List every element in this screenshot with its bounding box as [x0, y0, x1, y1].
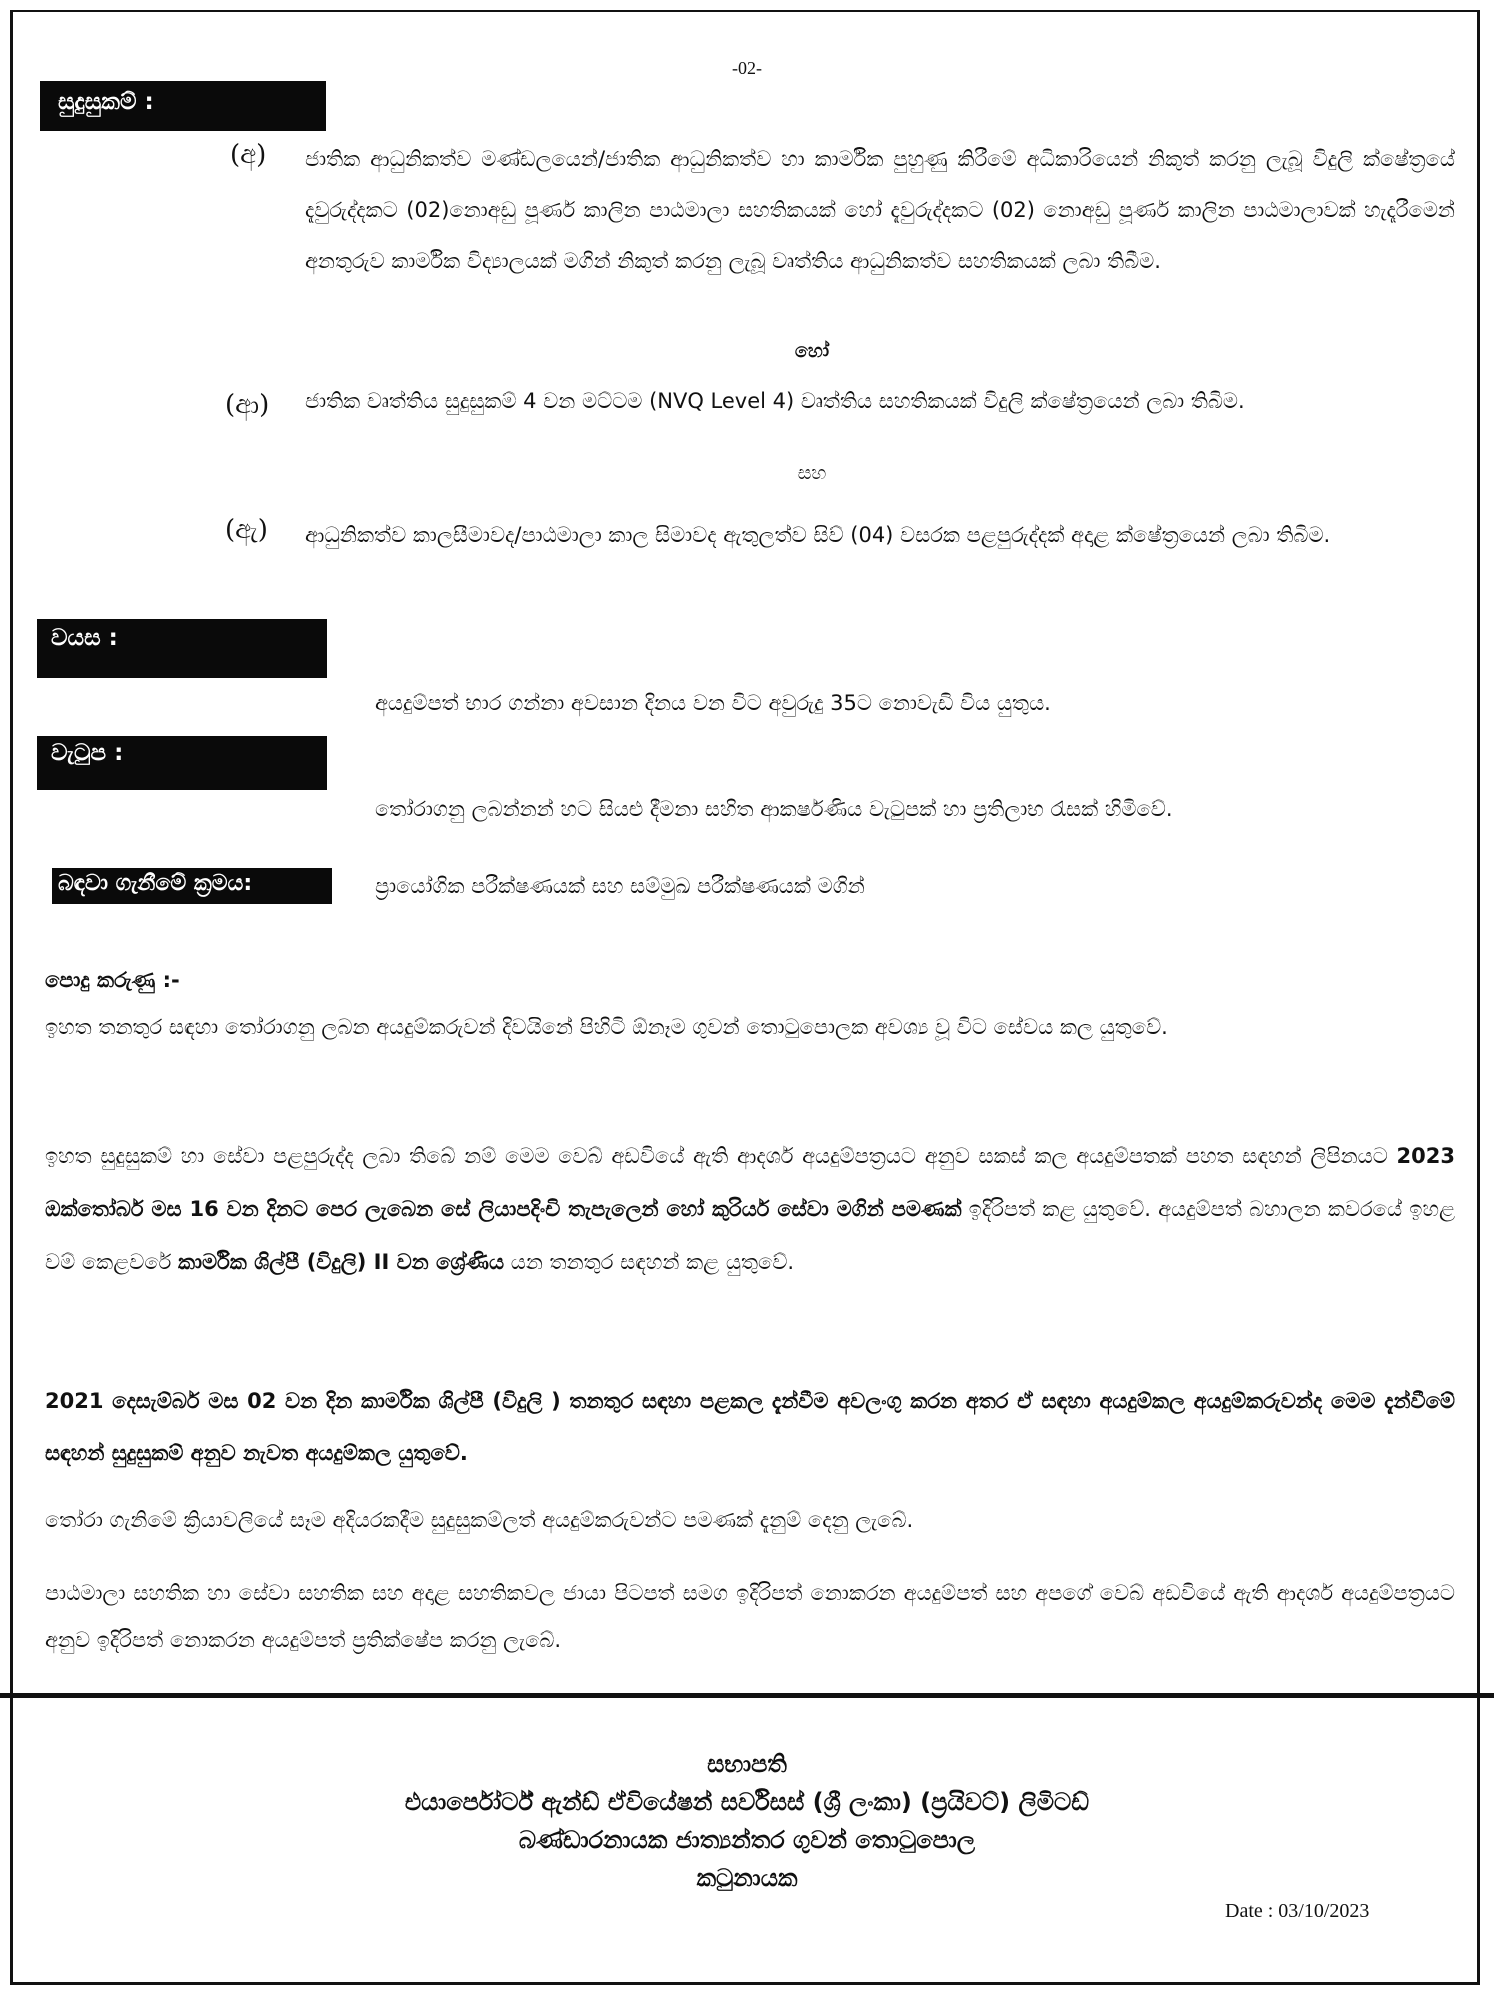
signature-title: සභාපති	[707, 1750, 787, 1778]
item-aa-text: ජාතික වෘත්තිය සුදුසුකම් 4 වන මට්ටම (NVQ Level 4) වෘත්තිය සහතිකයක් විදුලි ක්ෂේත්‍රයෙන් ලබා තිබිම.	[305, 389, 1245, 413]
selection-method-label: බඳවා ගැනීමේ ක්‍රමය:	[52, 868, 332, 904]
general-heading: පොදු කරුණු :-	[45, 968, 180, 992]
qualifications-label: සුදුසුකම් :	[40, 81, 326, 131]
salary-label: වැටුප :	[37, 736, 327, 790]
salary-text: තෝරාගනු ලබන්නන් හට සියළු දීමනා සහිත ආකර්ෂණිය වැටුපක් හා ප්‍රතිලාභ රැසක් හිමිවේ.	[375, 797, 1173, 821]
general-paragraph-2-part-1: ඉහත සුදුසුකම් හා සේවා පළපුරුද්ද ලබා තිබේ නම් මෙම වෙබ් අඩවියේ ඇති ආදර්ශ අයදුම්පත්‍රයට අනුව සකස් කල අයදුම්පතක් පහත සඳහන් ලිපිනයට	[45, 1144, 1397, 1168]
general-paragraph-2-part-2: ඉදිරිපත් කළ යුතුවේ. අයදුම්පත් බහාලන කවරයේ ඉහළ වම් කෙළවරේ	[45, 1197, 1455, 1274]
item-ae-marker: (ඇ)	[225, 515, 268, 545]
general-paragraph-1: ඉහත තනතුර සඳහා තෝරාගනු ලබන අයදුම්කරුවන් දිවයිනේ පිහිටි ඕනෑම ගුවන් තොටුපොලක අවශ්‍ය වූ විට සේවය කල යුතුවේ.	[45, 1015, 1168, 1039]
signature-airport: බණ්ඩාරනායක ජාත්‍යන්තර ගුවන් තොටුපොල	[518, 1826, 976, 1854]
general-paragraph-3: 2021 දෙසැම්බර් මස 02 වන දින කාර්මික ශිල්පී (විදුලි ) තනතුර සඳහා පළකල දැන්වීම අවලංගු කරන අතර ඒ සඳහා අයදුම්කල අයදුම්කරුවන්ද මෙම දැන්වීමේ සඳහන් සුදුසුකම් අනුව නැවත අයදුම්කල යුතුවේ.	[45, 1389, 1455, 1465]
signature-company: එයාර්පෝර්ට් ඇන්ඩ් ඒවියේෂන් සර්විසස් (ශ්‍රී ලංකා) (ප්‍රයිවට්) ලිමිටඩ්	[404, 1788, 1090, 1816]
general-paragraph-5: පාඨමාලා සහතික හා සේවා සහතික සහ අදාළ සහතිකවල ජායා පිටපත් සමග ඉදිරිපත් නොකරන අයදුම්පත් සහ අපගේ වෙබ් අඩවියේ ඇති ආදර්ශ අයදුම්පත්‍රයට අනුව ඉදිරිපත් නොකරන අයදුම්පත් ප්‍රතික්ෂේප කරනු ලැබේ.	[45, 1581, 1455, 1652]
general-paragraph-2-part-3: යන තනතුර සඳහන් කළ යුතුවේ.	[504, 1250, 795, 1274]
selection-method-text: ප්‍රායෝගික පරීක්ෂණයක් සහ සම්මුඛ පරීක්ෂණයක් මගින්	[375, 874, 865, 898]
item-aa-marker: (ආ)	[225, 390, 270, 420]
general-paragraph-2-post-name: කාර්මික ශිල්පී (විදුලි) II වන ශ්‍රේණිය	[178, 1250, 505, 1274]
item-a-text: ජාතික ආධුනිකත්ව මණ්ඩලයෙන්/ජාතික ආධුනිකත්ව හා කාර්මික පුහුණු කිරීමේ අධිකාරියෙන් නිකුත් කරනු ලැබූ විදුලි ක්ෂේත්‍රයේ දැවුරුද්දකට (02)නොඅඩු පූර්ණ කාලින පාඨමාලා සහතිකයක් හෝ දැවුරුද්දකට (02) නොඅඩු පූර්ණ කාලින පාඨමාලාවක් හැදෑරීමෙන් අනතුරුව කාර්මික විද්‍යාලයක් මගින් නිකුත් කරනු ලැබූ වෘත්තිය ආධුනිකත්ව සහතිකයක් ලබා තිබීම.	[305, 147, 1455, 273]
and-word: සහ	[797, 462, 827, 484]
signature-location: කටුනායක	[696, 1864, 798, 1892]
or-word: හෝ	[794, 340, 830, 362]
page-number: -02-	[732, 58, 762, 78]
age-text: අයදුම්පත් භාර ගන්නා අවසාන දිනය වන විට අවුරුදු 35ට නොවැඩි විය යුතුය.	[375, 691, 1051, 715]
item-ae-text: ආධුනිකත්ව කාලසීමාවද/පාඨමාලා කාල සිමාවද ඇතුලත්ව සිව් (04) වසරක පළපුරුද්දක් අදාළ ක්ෂේත්‍රයෙන් ලබා තිබිම.	[305, 523, 1331, 547]
item-a-marker: (අ)	[230, 140, 267, 170]
general-paragraph-2-deadline: 2023 ඔක්තෝබර් මස 16 වන දිනට පෙර ලැබෙන සේ ලියාපදිංචි තැපැලෙන් හෝ කුරියර් සේවා මගින් පමණක්	[45, 1144, 1455, 1221]
general-paragraph-4: තෝරා ගැනිමේ ක්‍රියාවලියේ සෑම අදියරකදීම සුදුසුකම්ලත් අයදුම්කරුවන්ට පමණක් දැනුම් දෙනු ලැබේ.	[45, 1508, 914, 1532]
signature-divider	[0, 1693, 1494, 1698]
age-label: වයස :	[37, 619, 327, 678]
general-paragraph-2	[45, 1130, 1455, 1289]
document-date: Date : 03/10/2023	[1225, 1900, 1370, 1922]
